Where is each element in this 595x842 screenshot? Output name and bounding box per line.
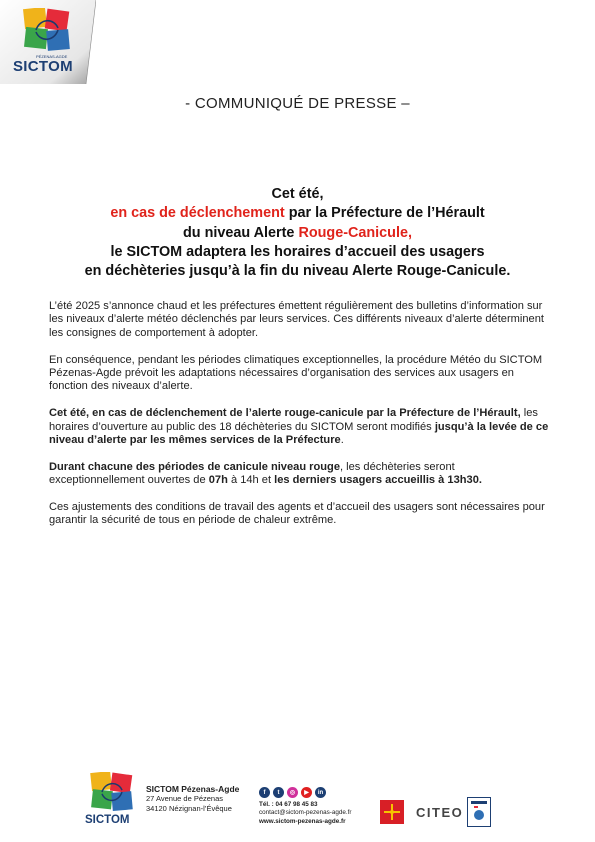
logo-subtitle: PÉZENAS-AGDE xyxy=(36,54,68,59)
paragraph-2: En conséquence, pendant les périodes climatiques exceptionnelles, la procédure Météo du SICTOM Pézenas-Agde prévoit les adaptations nécessaires d’organisation des services aux usagers en fonction des niveaux d’alerte. xyxy=(49,353,543,393)
footer-address-line-1: 27 Avenue de Pézenas xyxy=(146,794,224,803)
body-text xyxy=(49,300,549,541)
footer-email[interactable]: contact@sictom-pezenas-agde.fr xyxy=(259,809,352,817)
press-release-kicker: - COMMUNIQUÉ DE PRESSE – xyxy=(185,95,410,112)
headline-line-4: le SICTOM adaptera les horaires d’accueil des usagers xyxy=(110,243,485,260)
footer-logo xyxy=(85,772,137,828)
footer-address xyxy=(146,784,239,814)
footer-phone: Tél. : 04 67 98 45 83 xyxy=(259,801,318,808)
social-icons xyxy=(259,787,326,798)
headline-line-2 xyxy=(30,204,565,223)
footer-website[interactable]: www.sictom-pezenas-agde.fr xyxy=(259,817,346,825)
ademe-emblem-icon xyxy=(468,798,490,826)
headline-line-3-start: du niveau Alerte xyxy=(183,224,299,241)
headline-red-2: Rouge-Canicule, xyxy=(298,224,412,241)
ademe-logo xyxy=(467,797,491,827)
header-logo xyxy=(0,0,96,84)
paragraph-1: L’été 2025 s’annonce chaud et les préfectures émettent régulièrement des bulletins d’information sur les niveaux d’alerte météo déclenchés par leurs services. Ces différents niveaux d’alerte déterminent les consignes de comportement à adopter. xyxy=(49,300,544,339)
paragraph-3-bold-1: Cet été, en cas de déclenchement de l’alerte rouge-canicule par la Préfecture de l’Hérault, xyxy=(49,407,521,420)
paragraph-4-bold-3: les derniers usagers accueillis à 13h30. xyxy=(274,474,482,487)
paragraph-4-mid-2: à 14h et xyxy=(227,474,275,487)
headline-line-1: Cet été, xyxy=(271,186,324,202)
paragraph-3-bold-2: jusqu’à la levée de ce niveau d’alerte par les mêmes services de la Préfecture xyxy=(49,420,549,447)
citeo-logo: CITEO xyxy=(416,805,464,820)
paragraph-3-end: . xyxy=(340,434,344,447)
instagram-icon[interactable]: ◎ xyxy=(287,787,298,798)
paragraph-4 xyxy=(49,461,549,488)
paragraph-3-mid: les horaires d’ouverture au public des 18 déchèteries du SICTOM seront modifiés xyxy=(49,407,538,433)
occitanie-cross-icon xyxy=(380,800,404,824)
headline-red-1: en cas de déclenchement xyxy=(110,205,285,222)
headline-line-5: en déchèteries jusqu’à la fin du niveau Alerte Rouge-Canicule. xyxy=(84,263,511,280)
paragraph-4-bold-1: Durant chacune des périodes de canicule niveau rouge xyxy=(49,460,340,473)
paragraph-4-bold-2: 07h xyxy=(208,474,228,487)
youtube-icon[interactable]: ▶ xyxy=(301,787,312,798)
paragraph-5: Ces ajustements des conditions de travail des agents et d’accueil des usagers sont nécessaires pour garantir la sécurité de tous en période de chaleur extrême. xyxy=(49,501,545,527)
footer-logo-graphic xyxy=(89,772,135,812)
occitanie-logo xyxy=(380,800,404,824)
logo-name: SICTOM xyxy=(13,58,73,75)
headline xyxy=(30,185,565,281)
headline-line-2-rest: par la Préfecture de l’Hérault xyxy=(284,205,485,222)
sictom-logo-graphic xyxy=(22,8,72,52)
footer-address-line-2: 34120 Nézignan-l’Évêque xyxy=(146,804,232,813)
footer-contact xyxy=(259,801,352,826)
paragraph-4-mid-1: , les déchèteries seront exceptionnellement ouvertes de xyxy=(49,460,455,487)
footer-logo-name: SICTOM xyxy=(85,814,130,826)
paragraph-3 xyxy=(49,407,549,447)
facebook-icon[interactable]: f xyxy=(259,787,270,798)
footer-org-name: SICTOM Pézenas-Agde xyxy=(146,784,240,794)
linkedin-icon[interactable]: in xyxy=(315,787,326,798)
twitter-icon[interactable]: t xyxy=(273,787,284,798)
headline-line-3 xyxy=(30,224,565,243)
